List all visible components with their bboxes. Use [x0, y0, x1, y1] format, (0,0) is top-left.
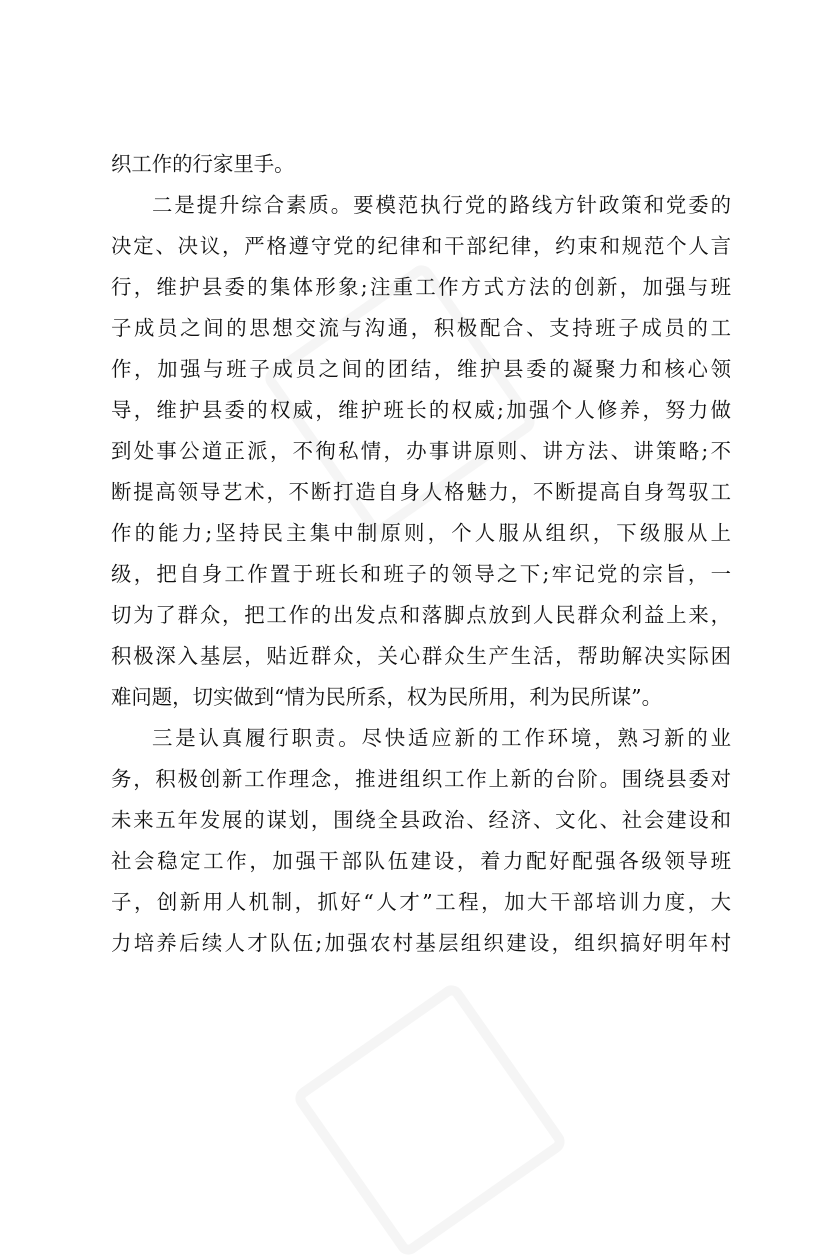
text-line: 社会稳定工作，加强干部队伍建设，着力配好配强各级领导班 [111, 849, 731, 873]
body-text [111, 144, 731, 964]
text-line: 务，积极创新工作理念，推进组织工作上新的台阶。围绕县委对 [111, 767, 731, 791]
text-line: 行，维护县委的集体形象;注重工作方式方法的创新，加强与班 [111, 275, 731, 299]
paragraph-start-line: 三是认真履行职责。尽快适应新的工作环境，熟习新的业 [152, 726, 731, 750]
text-line: 难问题，切实做到“情为民所系，权为民所用，利为民所谋”。 [111, 685, 663, 709]
text-line: 导，维护县委的权威，维护班长的权威;加强个人修养，努力做 [111, 398, 731, 422]
text-line: 子成员之间的思想交流与沟通，积极配合、支持班子成员的工 [111, 316, 731, 340]
text-line: 未来五年发展的谋划，围绕全县政治、经济、文化、社会建设和 [111, 808, 731, 832]
text-line: 作的能力;坚持民主集中制原则，个人服从组织，下级服从上 [111, 521, 731, 545]
watermark-stamp-icon [291, 981, 570, 1259]
text-line: 切为了群众，把工作的出发点和落脚点放到人民群众利益上来， [111, 603, 731, 627]
text-line: 作，加强与班子成员之间的团结，维护县委的凝聚力和核心领 [111, 357, 731, 381]
text-line: 子，创新用人机制，抓好“人才”工程，加大干部培训力度，大 [111, 890, 731, 914]
text-line: 积极深入基层，贴近群众，关心群众生产生活，帮助解决实际困 [111, 644, 731, 668]
text-line: 力培养后续人才队伍;加强农村基层组织建设，组织搞好明年村 [111, 931, 731, 955]
watermark-box [291, 981, 570, 1259]
text-line: 到处事公道正派，不徇私情，办事讲原则、讲方法、讲策略;不 [111, 439, 731, 463]
text-line: 决定、决议，严格遵守党的纪律和干部纪律，约束和规范个人言 [111, 234, 731, 258]
text-line: 织工作的行家里手。 [111, 152, 295, 176]
paragraph-start-line: 二是提升综合素质。要模范执行党的路线方针政策和党委的 [152, 193, 731, 217]
text-line: 断提高领导艺术，不断打造自身人格魅力，不断提高自身驾驭工 [111, 480, 731, 504]
text-line: 级，把自身工作置于班长和班子的领导之下;牢记党的宗旨，一 [111, 562, 731, 586]
